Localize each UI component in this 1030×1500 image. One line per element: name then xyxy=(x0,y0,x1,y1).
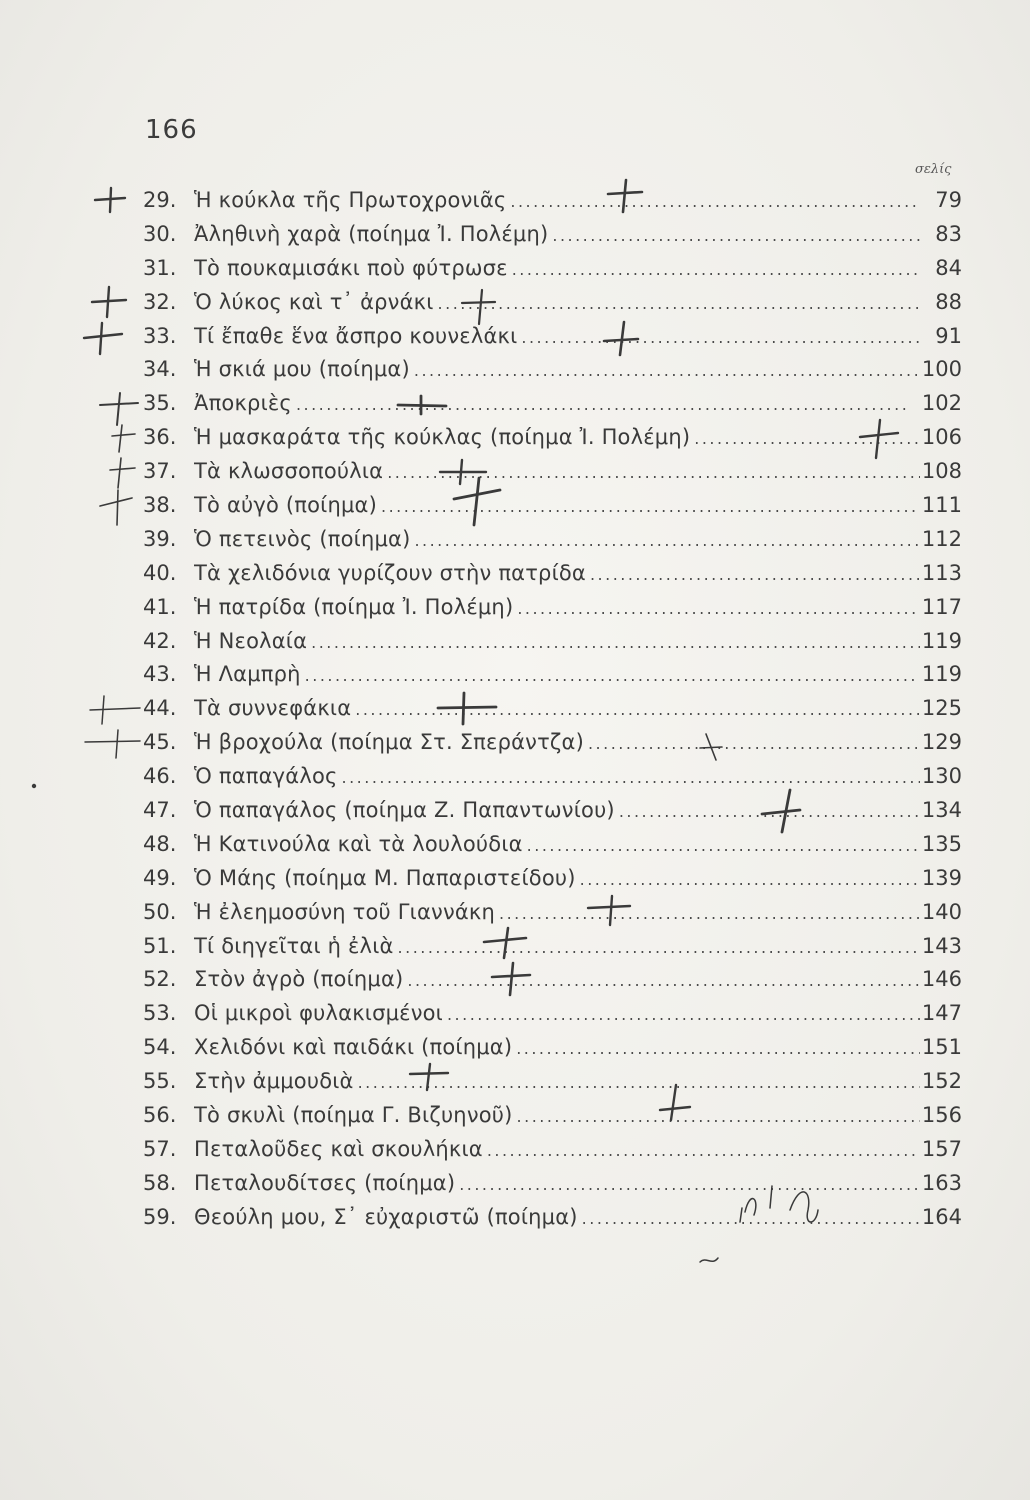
toc-entry-number: 53. xyxy=(143,1001,177,1026)
toc-entry-title-line xyxy=(194,391,920,415)
toc-entry-number: 48. xyxy=(143,831,177,856)
toc-entry-title-line xyxy=(194,527,920,551)
toc-entry-title: Ἀποκριὲς xyxy=(194,391,292,416)
toc-entry-number: 31. xyxy=(143,255,177,280)
toc-entry-title: Θεούλη μου, Σ᾽ εὐχαριστῶ (ποίημα) xyxy=(194,1204,578,1229)
toc-entry xyxy=(0,624,1030,658)
toc-entry-title-line xyxy=(194,696,920,720)
toc-entry-title: Ἡ ἐλεημοσύνη τοῦ Γιαννάκη xyxy=(194,899,495,924)
toc-entry xyxy=(0,420,1030,454)
toc-entry xyxy=(0,962,1030,996)
toc-entry-title: Ὁ παπαγάλος xyxy=(194,764,338,789)
toc-entry-title-line xyxy=(194,730,920,754)
toc-entry-title: Χελιδόνι καὶ παιδάκι (ποίημα) xyxy=(194,1035,513,1060)
toc-entry-title-line xyxy=(194,934,920,958)
toc-entry-title: Ἡ μασκαράτα τῆς κούκλας (ποίημα Ἰ. Πολέμη) xyxy=(194,425,691,450)
dot-leader xyxy=(517,599,920,618)
toc-entry-title: Ὁ πετεινὸς (ποίημα) xyxy=(194,526,411,551)
dot-leader xyxy=(512,260,920,279)
toc-entry-page: 143 xyxy=(921,933,962,958)
dot-leader xyxy=(414,531,920,550)
toc-entry-title: Τί ἔπαθε ἕνα ἄσπρο κουνελάκι xyxy=(194,323,518,348)
toc-entry-page: 117 xyxy=(921,594,962,619)
toc-entry-title-line xyxy=(194,1103,920,1127)
toc-entry-number: 58. xyxy=(143,1170,177,1195)
toc-entry xyxy=(0,996,1030,1030)
dot-leader xyxy=(381,497,920,516)
toc-entry xyxy=(0,861,1030,895)
dot-leader xyxy=(438,294,920,313)
toc-entry-number: 50. xyxy=(143,899,177,924)
toc-entry-page: 156 xyxy=(921,1102,962,1127)
toc-entry-number: 52. xyxy=(143,967,177,992)
toc-entry-title-line xyxy=(194,357,920,381)
toc-entry-title: Τὰ συννεφάκια xyxy=(194,696,352,721)
toc-entry xyxy=(0,352,1030,386)
toc-entry-title: Ἡ κούκλα τῆς Πρωτοχρονιᾶς xyxy=(194,187,507,212)
toc-entry-title-line xyxy=(194,1205,920,1229)
toc-entry-title-line xyxy=(194,493,920,517)
toc-entry xyxy=(0,1132,1030,1166)
table-of-contents xyxy=(0,183,1030,1234)
toc-entry-number: 55. xyxy=(143,1069,177,1094)
toc-entry-title-line xyxy=(194,595,920,619)
toc-entry-page: 147 xyxy=(921,1001,962,1026)
toc-entry-title-line xyxy=(194,256,920,280)
dot-leader xyxy=(580,870,920,889)
toc-entry-title-line xyxy=(194,324,920,348)
toc-entry-page: 108 xyxy=(921,459,962,484)
toc-entry-title: Ἡ βροχούλα (ποίημα Στ. Σπεράντζα) xyxy=(194,730,584,755)
dot-leader xyxy=(358,1073,920,1092)
toc-entry xyxy=(0,285,1030,319)
toc-entry-page: 151 xyxy=(921,1035,962,1060)
toc-entry xyxy=(0,657,1030,691)
toc-entry-title: Ὁ Μάης (ποίημα Μ. Παπαριστείδου) xyxy=(194,865,576,890)
toc-entry xyxy=(0,725,1030,759)
dot-leader xyxy=(459,1175,920,1194)
toc-entry-page: 146 xyxy=(921,967,962,992)
toc-entry-page: 111 xyxy=(921,492,962,517)
toc-entry-title-line xyxy=(194,1069,920,1093)
dot-leader xyxy=(588,734,920,753)
toc-entry-page: 106 xyxy=(921,425,962,450)
toc-entry-title-line xyxy=(194,1171,920,1195)
toc-entry-number: 35. xyxy=(143,391,177,416)
toc-entry-number: 41. xyxy=(143,594,177,619)
toc-entry-title: Τὰ χελιδόνια γυρίζουν στὴν πατρίδα xyxy=(194,560,586,585)
toc-entry-page: 88 xyxy=(935,289,962,314)
dot-leader xyxy=(499,904,920,923)
toc-entry-page: 119 xyxy=(921,662,962,687)
toc-entry-title-line xyxy=(194,1001,920,1025)
dot-leader xyxy=(398,938,920,957)
toc-entry-number: 30. xyxy=(143,221,177,246)
toc-entry-title-line xyxy=(194,561,920,585)
toc-entry-title: Τί διηγεῖται ἡ ἐλιὰ xyxy=(194,933,394,958)
toc-entry xyxy=(0,691,1030,725)
toc-entry-title: Τὸ πουκαμισάκι ποὺ φύτρωσε xyxy=(194,255,508,280)
toc-entry-number: 32. xyxy=(143,289,177,314)
toc-entry-number: 57. xyxy=(143,1136,177,1161)
dot-leader xyxy=(342,768,920,787)
toc-entry-title: Πεταλουδίτσες (ποίημα) xyxy=(194,1170,456,1195)
dot-leader xyxy=(311,633,920,652)
toc-entry-page: 163 xyxy=(921,1170,962,1195)
toc-entry-number: 47. xyxy=(143,797,177,822)
toc-entry-title-line xyxy=(194,629,920,653)
toc-entry-number: 45. xyxy=(143,730,177,755)
toc-entry-page: 140 xyxy=(921,899,962,924)
toc-entry xyxy=(0,1166,1030,1200)
column-header-pages: σελίς xyxy=(915,162,952,177)
toc-entry-title: Στὸν ἀγρὸ (ποίημα) xyxy=(194,967,404,992)
toc-entry-number: 46. xyxy=(143,764,177,789)
toc-entry-title: Ἀληθινὴ χαρὰ (ποίημα Ἰ. Πολέμη) xyxy=(194,221,549,246)
toc-entry-title: Ἡ Νεολαία xyxy=(194,628,308,653)
toc-entry xyxy=(0,895,1030,929)
toc-entry-number: 51. xyxy=(143,933,177,958)
dot-leader xyxy=(510,192,920,211)
toc-entry-number: 33. xyxy=(143,323,177,348)
toc-entry xyxy=(0,590,1030,624)
toc-entry-number: 40. xyxy=(143,560,177,585)
dot-leader xyxy=(305,666,920,685)
toc-entry xyxy=(0,319,1030,353)
toc-entry xyxy=(0,1098,1030,1132)
toc-entry-page: 157 xyxy=(921,1136,962,1161)
toc-entry-number: 54. xyxy=(143,1035,177,1060)
toc-entry-title: Οἱ μικροὶ φυλακισμένοι xyxy=(194,1001,443,1026)
toc-entry-title: Στὴν ἀμμουδιὰ xyxy=(194,1069,354,1094)
toc-entry-number: 44. xyxy=(143,696,177,721)
dot-leader xyxy=(355,700,920,719)
toc-entry-page: 130 xyxy=(921,764,962,789)
dot-leader xyxy=(619,802,920,821)
dot-leader xyxy=(387,463,920,482)
toc-entry-title-line xyxy=(194,1035,920,1059)
toc-entry-page: 152 xyxy=(921,1069,962,1094)
toc-entry xyxy=(0,386,1030,420)
toc-entry-page: 135 xyxy=(921,831,962,856)
toc-entry-title-line xyxy=(194,188,920,212)
toc-entry-number: 56. xyxy=(143,1102,177,1127)
toc-entry-page: 164 xyxy=(921,1204,962,1229)
toc-entry-title-line xyxy=(194,866,920,890)
dot-leader xyxy=(552,226,920,245)
toc-entry-page: 125 xyxy=(921,696,962,721)
toc-entry-page: 100 xyxy=(921,357,962,382)
toc-entry xyxy=(0,251,1030,285)
toc-entry xyxy=(0,556,1030,590)
toc-entry-title: Τὸ σκυλὶ (ποίημα Γ. Βιζυηνοῦ) xyxy=(194,1102,513,1127)
toc-entry-title-line xyxy=(194,459,920,483)
dot-leader xyxy=(517,1107,920,1126)
toc-entry-title-line xyxy=(194,662,920,686)
toc-entry-page: 134 xyxy=(921,797,962,822)
toc-entry-title: Ἡ Λαμπρὴ xyxy=(194,662,301,687)
toc-entry xyxy=(0,1030,1030,1064)
toc-entry-number: 36. xyxy=(143,425,177,450)
toc-entry-title-line xyxy=(194,967,920,991)
toc-entry-page: 139 xyxy=(921,865,962,890)
toc-entry-title-line xyxy=(194,832,920,856)
toc-entry-page: 102 xyxy=(921,391,962,416)
toc-entry-page: 84 xyxy=(935,255,962,280)
toc-entry-number: 37. xyxy=(143,459,177,484)
toc-entry xyxy=(0,454,1030,488)
toc-entry-page: 112 xyxy=(921,526,962,551)
dot-leader xyxy=(694,429,920,448)
toc-entry-number: 29. xyxy=(143,187,177,212)
toc-entry-title: Ὁ λύκος καὶ τ᾽ ἀρνάκι xyxy=(194,289,434,314)
toc-entry-title-line xyxy=(194,222,920,246)
toc-entry-page: 79 xyxy=(935,187,962,212)
toc-entry-page: 129 xyxy=(921,730,962,755)
toc-entry-title-line xyxy=(194,1137,920,1161)
dot-leader xyxy=(407,971,920,990)
toc-entry-number: 59. xyxy=(143,1204,177,1229)
toc-entry xyxy=(0,929,1030,963)
toc-entry-title: Ἡ Κατινούλα καὶ τὰ λουλούδια xyxy=(194,831,523,856)
dot-leader xyxy=(590,565,920,584)
toc-entry xyxy=(0,1064,1030,1098)
toc-entry-title: Ἡ πατρίδα (ποίημα Ἰ. Πολέμη) xyxy=(194,594,514,619)
toc-entry xyxy=(0,1200,1030,1234)
toc-entry xyxy=(0,183,1030,217)
dot-leader xyxy=(487,1141,920,1160)
toc-entry-title: Τὸ αὐγὸ (ποίημα) xyxy=(194,492,377,517)
toc-entry-title-line xyxy=(194,425,920,449)
toc-entry-number: 34. xyxy=(143,357,177,382)
toc-entry xyxy=(0,522,1030,556)
toc-entry-title: Πεταλοῦδες καὶ σκουλήκια xyxy=(194,1136,483,1161)
toc-entry xyxy=(0,827,1030,861)
toc-entry-page: 83 xyxy=(935,221,962,246)
toc-entry-number: 38. xyxy=(143,492,177,517)
toc-entry-title-line xyxy=(194,764,920,788)
toc-entry xyxy=(0,793,1030,827)
toc-entry xyxy=(0,759,1030,793)
dot-leader xyxy=(516,1039,920,1058)
dot-leader xyxy=(414,361,920,380)
toc-entry-number: 43. xyxy=(143,662,177,687)
toc-entry-title-line xyxy=(194,900,920,924)
dot-leader xyxy=(527,836,920,855)
toc-entry-page: 91 xyxy=(935,323,962,348)
toc-entry-page: 113 xyxy=(921,560,962,585)
toc-entry-title: Τὰ κλωσσοπούλια xyxy=(194,459,384,484)
toc-entry-page: 119 xyxy=(921,628,962,653)
toc-entry-title-line xyxy=(194,290,920,314)
dot-leader xyxy=(296,395,920,414)
toc-entry-title: Ἡ σκιά μου (ποίημα) xyxy=(194,357,410,382)
toc-entry-title-line xyxy=(194,798,920,822)
toc-entry xyxy=(0,217,1030,251)
dot-leader xyxy=(447,1005,920,1024)
page-number: 166 xyxy=(145,115,198,145)
toc-entry-title: Ὁ παπαγάλος (ποίημα Ζ. Παπαντωνίου) xyxy=(194,797,615,822)
toc-entry-number: 49. xyxy=(143,865,177,890)
toc-entry-number: 39. xyxy=(143,526,177,551)
toc-entry-number: 42. xyxy=(143,628,177,653)
toc-entry xyxy=(0,488,1030,522)
dot-leader xyxy=(521,328,920,347)
dot-leader xyxy=(582,1209,920,1228)
